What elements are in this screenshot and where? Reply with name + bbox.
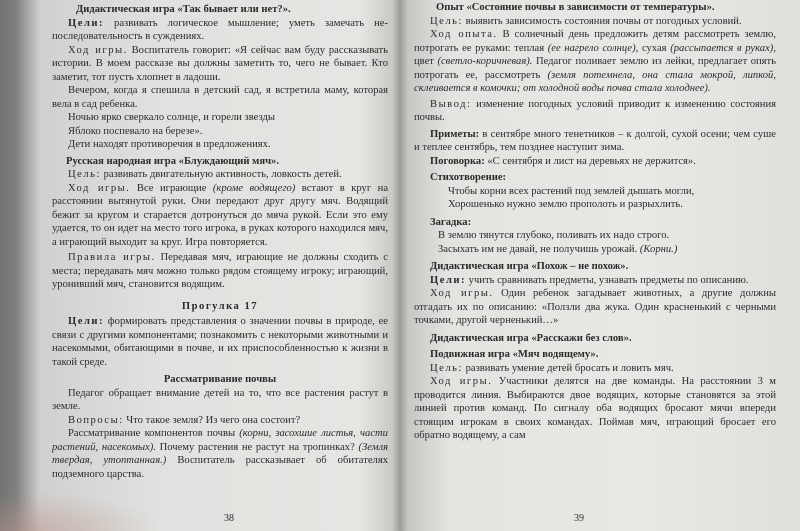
game-course-paragraph: Ход игры. Один ребенок загадывает животных, а другие должны отгадать их по описанию: «Ползли два жука. Один красненький с черными точками, другой черненький…» <box>414 288 776 326</box>
signs-paragraph: Приметы: в сентябре много тенетников – к долгой, сухой осени; чем суше и теплее сентябрь, тем позднее наступит зима. <box>414 128 776 153</box>
finger-shadow <box>0 491 160 531</box>
walk-heading: Прогулка 17 <box>181 300 259 312</box>
walk-goals-paragraph: Цели: формировать представления о значении почвы в природе, ее связи с другими компонентами; познакомить с некоторыми животными и насекомыми, обитающими в почве, и их приспособленностью к жизни в такой среде. <box>52 316 388 368</box>
soil-components-paragraph: Рассматривание компонентов почвы (корни, засохшие листья, части растений, насекомых). Почему растения не растут на тропинках? (Земля твердая, утоптанная.) Воспитатель рассказывает об обитателях подземного царства. <box>52 428 388 480</box>
poem-heading: Стихотворение: <box>430 172 507 183</box>
goal-paragraph: Цель: развивать двигательную активность, ловкость детей. <box>68 169 342 180</box>
story-line: Ночью ярко сверкало солнце, и горели звезды <box>68 112 276 123</box>
game-title-3: Дидактическая игра «Похож – не похож». <box>430 261 629 272</box>
poem-line: Хорошенько нужно землю прополоть и разрыхлить. <box>448 199 683 210</box>
rules-paragraph: Правила игры. Передавая мяч, играющие не должны сходить с места; передавать мяч можно только рядом стоящему игроку; играющий, уронивший мяч, становится водящим. <box>52 252 388 290</box>
left-page <box>52 0 388 531</box>
poem-line: Чтобы корни всех растений под землей дышать могли, <box>448 185 695 197</box>
page-number-left: 38 <box>224 512 234 524</box>
goals-paragraph: Цели: развивать логическое мышление; уметь замечать не-последовательность в суждениях. <box>52 17 388 42</box>
teacher-paragraph: Педагог обращает внимание детей на то, что все растения растут в земле. <box>52 387 388 412</box>
goals-paragraph: Цели: учить сравнивать предметы, узнавать предметы по описанию. <box>430 274 749 286</box>
story-paragraph: Вечером, когда я спешила в детский сад, я встретила маму, которая вела в сад ребенка. <box>52 85 388 110</box>
questions-paragraph: Вопросы: Что такое земля? Из чего она состоит? <box>68 414 301 426</box>
game-title-5: Подвижная игра «Мяч водящему». <box>430 349 599 360</box>
game-course-paragraph: Ход игры. Участники делятся на две команды. На расстоянии 3 м проводится линия. Выбираются двое водящих, которые становятся за этой линией против команд. По сигналу оба водящих бросают мячи впереди стоящим игрокам в своих командах. Поймав мяч, играющий бросает его обратно водящему, а сам <box>414 376 776 441</box>
goal-paragraph: Цель: выявить зависимость состояния почвы от погодных условий. <box>430 15 742 27</box>
story-line: Яблоко поспевало на березе». <box>68 125 203 137</box>
saying-paragraph: Поговорка: «С сентября и лист на деревьях не держится». <box>430 155 696 167</box>
game-course-paragraph: Ход игры. Воспитатель говорит: «Я сейчас вам буду рассказывать истории. В моем рассказе вы должны заметить то, чего не бывает. Кто заметит, тот пусть хлопнет в ладоши. <box>52 44 388 83</box>
story-line: Дети находят противоречия в предложениях. <box>68 139 271 150</box>
game-title-1: Дидактическая игра «Так бывает или нет?». <box>76 4 291 15</box>
experiment-course-paragraph: Ход опыта. В солнечный день предложить детям рассмотреть землю, потрогать ее руками: теплая (ее нагрело солнце), сухая (рассыпается в руках), цвет (светло-коричневая). Педагог поливает землю из лейки, предлагает опять потрогать ее, рассмотреть (земля потемнела, она стала мокрой, липкой, склеивается в комочки; от холодной воды почва стала холоднее). <box>414 29 776 94</box>
goal-paragraph: Цель: развивать умение детей бросать и ловить мяч. <box>430 362 674 374</box>
page-number-right: 39 <box>574 512 584 524</box>
riddle-heading: Загадка: <box>430 216 472 228</box>
game-course-paragraph: Ход игры. Все играющие (кроме водящего) встают в круг на расстоянии вытянутой руки. Они передают друг другу мяч. Водящий бежит за кругом и старается дотронуться до мяча рукой. Если это ему удается, то он идет на место того игрока, в руках которого находился мяч, а играющий выходит за круг. Игра повторяется. <box>52 182 388 248</box>
section-heading: Рассматривание почвы <box>163 374 277 385</box>
riddle-line: Засыхать им не давай, не получишь урожай. (Корни.) <box>438 243 678 255</box>
right-page <box>414 0 776 531</box>
conclusion-paragraph: Вывод: изменение погодных условий приводит к изменению состояния почвы. <box>414 98 776 123</box>
game-title-4: Дидактическая игра «Расскажи без слов». <box>430 332 632 344</box>
experiment-title: Опыт «Состояние почвы в зависимости от температуры». <box>436 2 715 13</box>
game-title-2: Русская народная игра «Блуждающий мяч». <box>66 155 280 167</box>
riddle-line: В землю тянутся глубоко, поливать их надо строго. <box>438 230 670 241</box>
